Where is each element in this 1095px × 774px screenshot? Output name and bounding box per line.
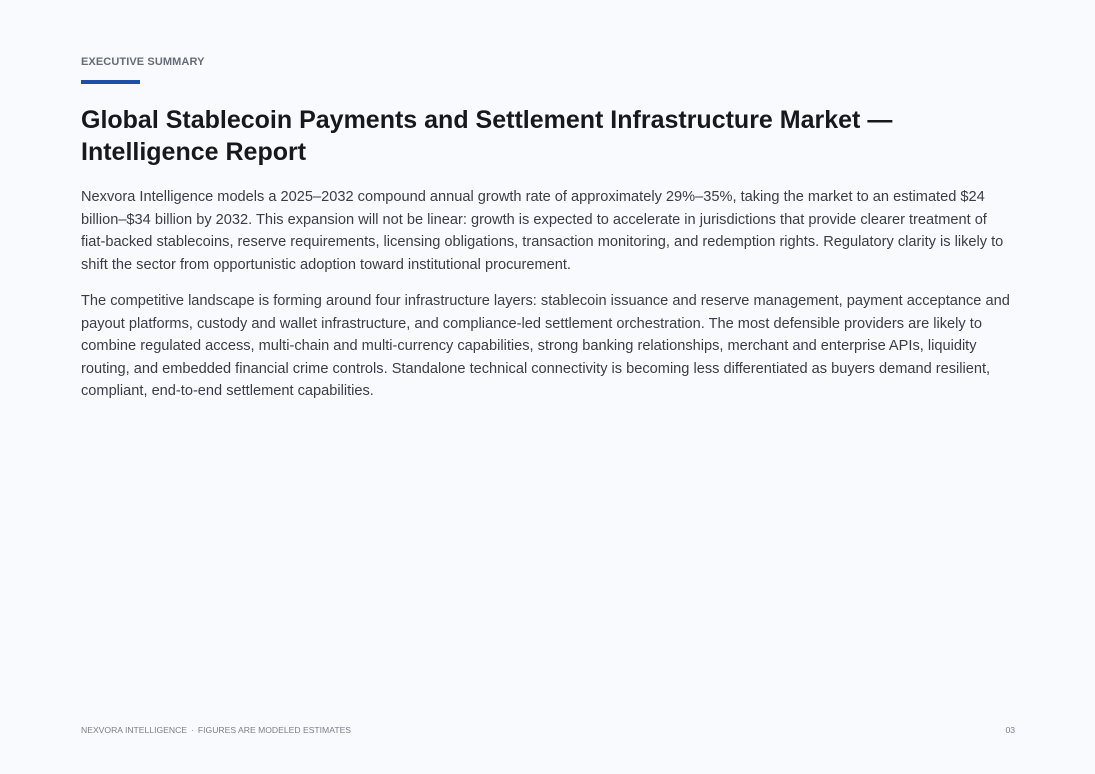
footer-brand: NEXVORA INTELLIGENCE (81, 725, 188, 735)
page-number: 03 (1005, 725, 1015, 735)
footer-left (81, 725, 351, 735)
report-page (81, 0, 1015, 774)
footer-separator: · (191, 725, 194, 735)
summary-body (81, 186, 1015, 417)
summary-paragraph: The competitive landscape is forming around four infrastructure layers: stablecoin issuance and reserve management, payment acceptance and payout platforms, custody and wallet infrastructure, and compliance-led settlement orchestration. The most defensible providers are likely to combine regulated access, multi-chain and multi-currency capabilities, strong banking relationships, merchant and enterprise APIs, liquidity routing, and embedded financial crime controls. Standalone technical connectivity is becoming less differentiated as buyers demand resilient, compliant, end-to-end settlement capabilities. (81, 293, 1010, 399)
page-footer (81, 725, 1015, 735)
accent-rule (81, 80, 140, 84)
section-eyebrow: EXECUTIVE SUMMARY (81, 56, 205, 68)
summary-paragraph: Nexvora Intelligence models a 2025–2032 compound annual growth rate of approximately 29%–35%, taking the market to an estimated $24 billion–$34 billion by 2032. This expansion will not be linear: growth is expected to accelerate in jurisdictions that provide clearer treatment of fiat-backed stablecoins, reserve requirements, licensing obligations, transaction monitoring, and redemption rights. Regulatory clarity is likely to shift the sector from opportunistic adoption toward institutional procurement. (81, 189, 1004, 273)
page-title: Global Stablecoin Payments and Settlement Infrastructure Market — Intelligence Report (81, 106, 893, 166)
footer-note: FIGURES ARE MODELED ESTIMATES (197, 725, 352, 735)
